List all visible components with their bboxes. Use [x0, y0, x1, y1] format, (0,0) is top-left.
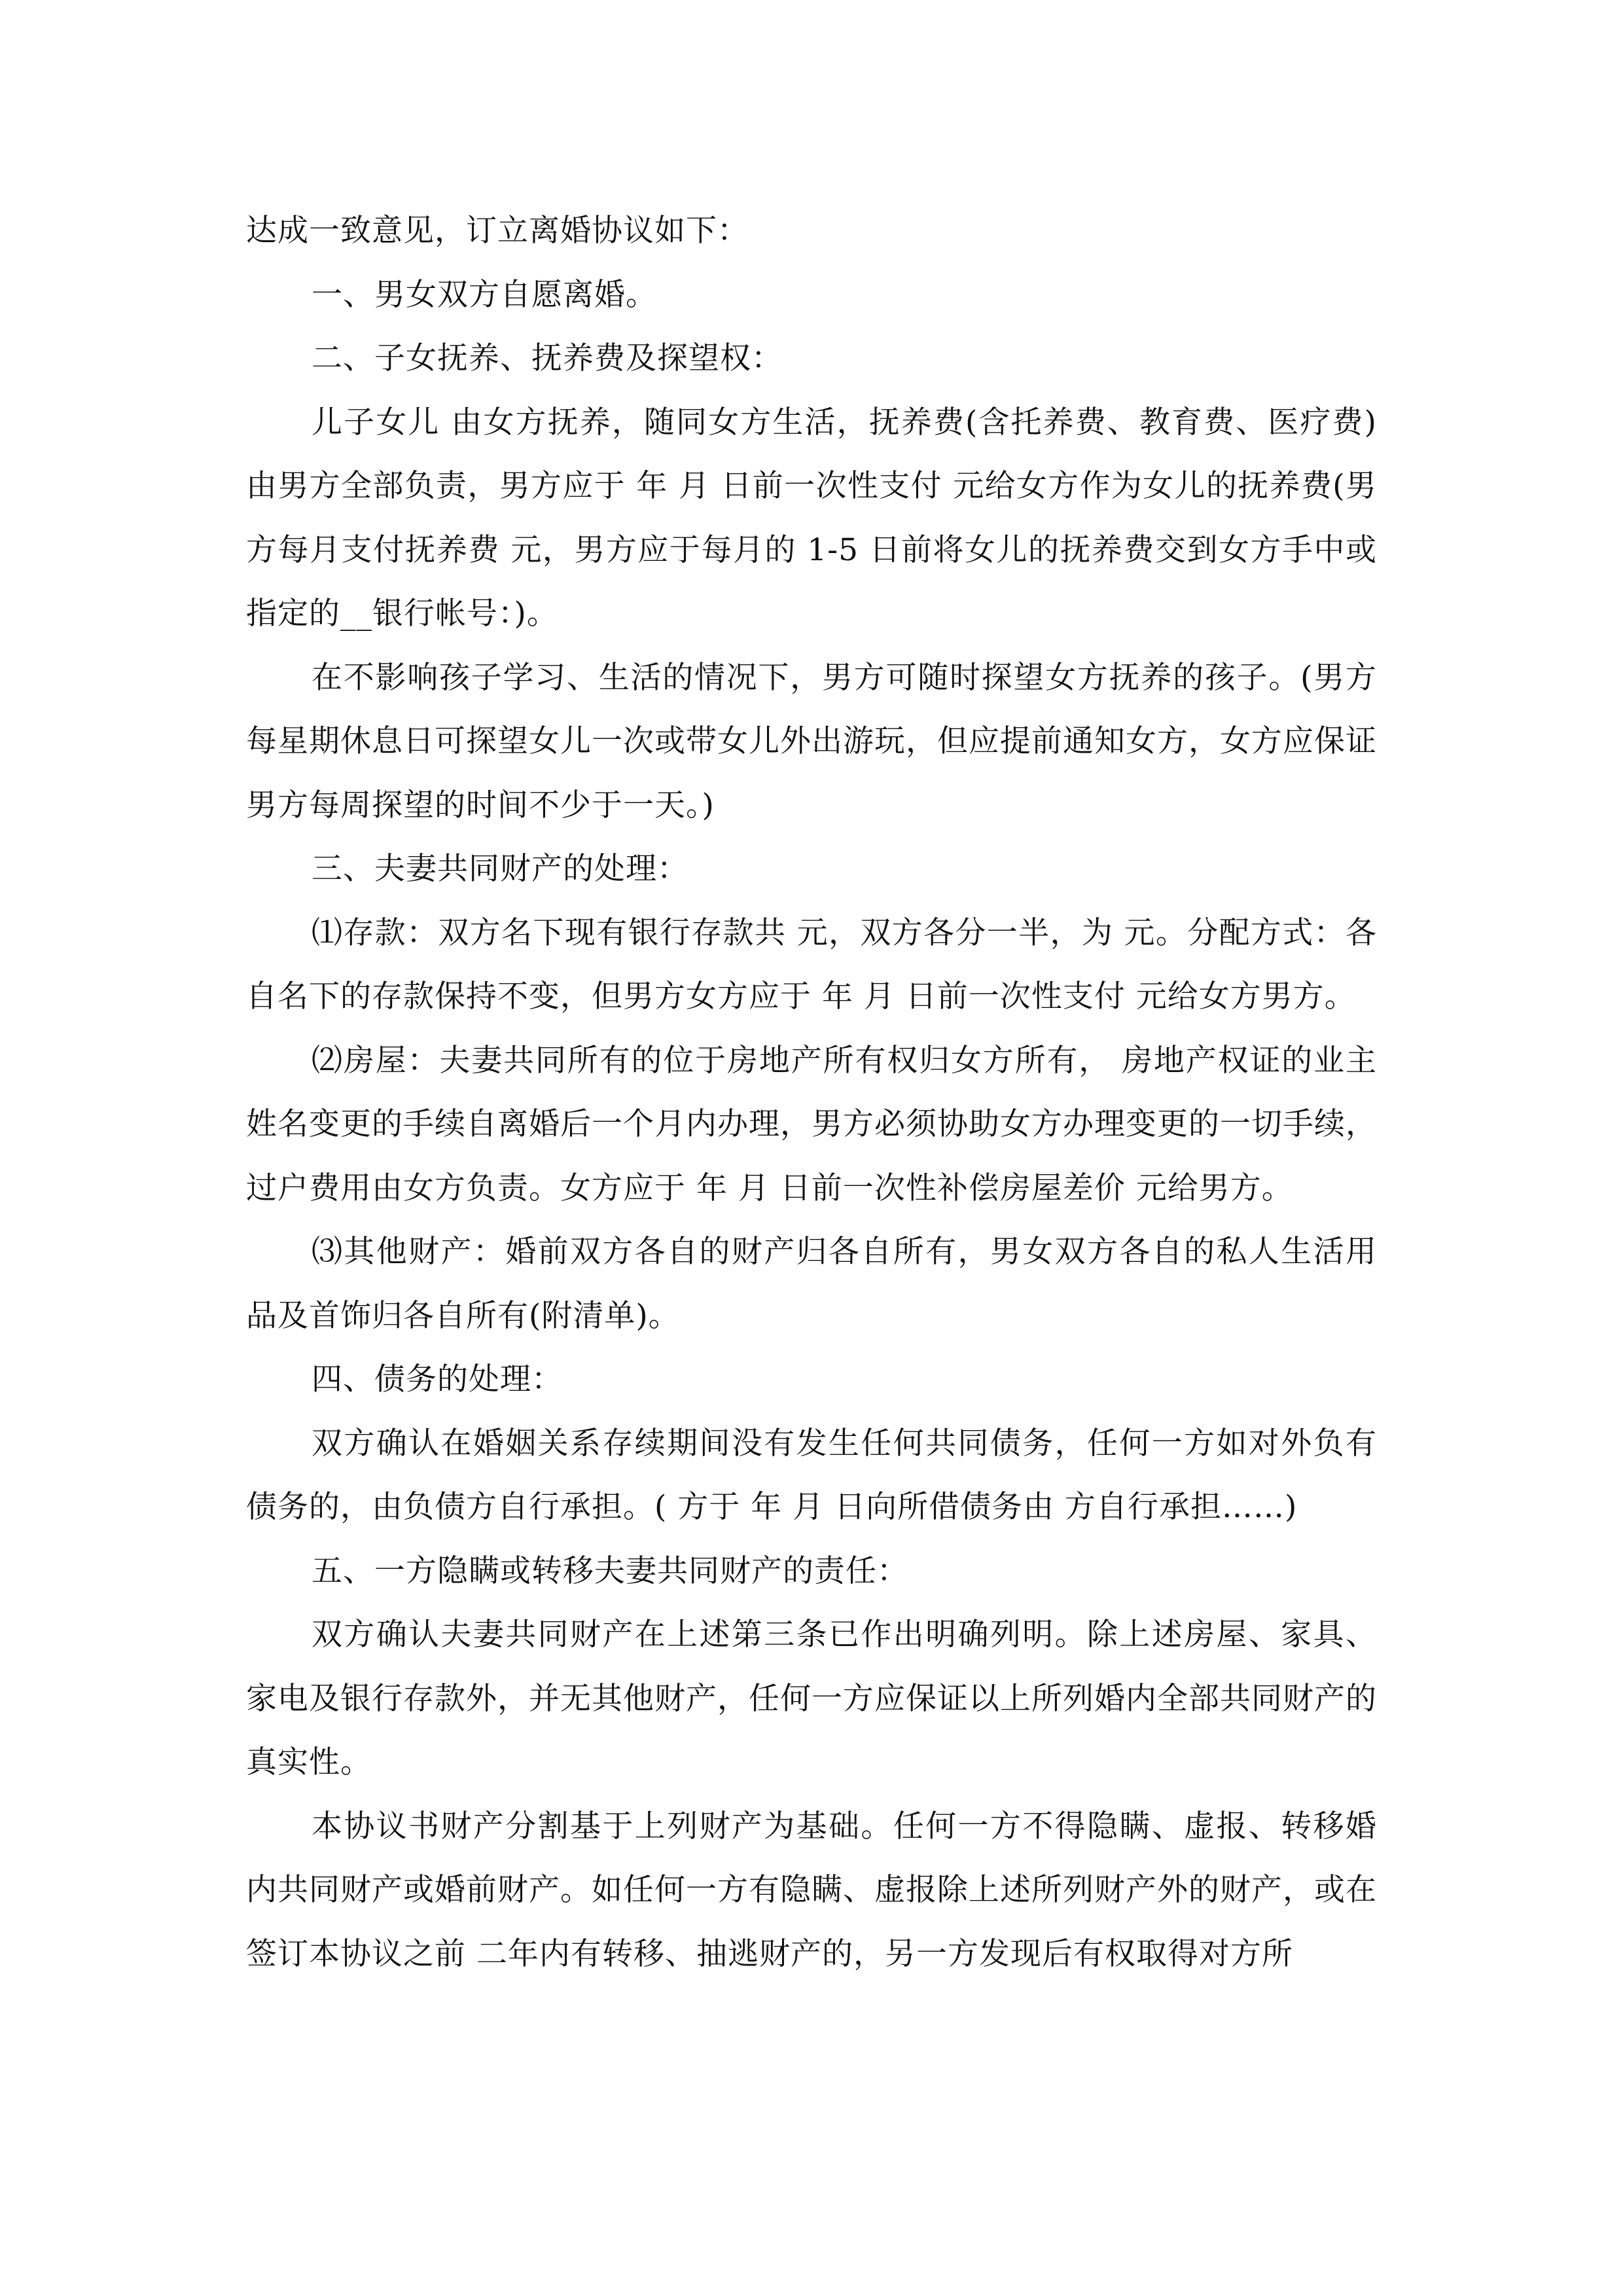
- property-confirmation-paragraph: 双方确认夫妻共同财产在上述第三条已作出明确列明。除上述房屋、家具、家电及银行存款外，并无其他财产，任何一方应保证以上所列婚内全部共同财产的真实性。: [246, 1617, 1377, 1780]
- agreement-body: [246, 199, 1377, 1986]
- house-paragraph: ⑵房屋：夫妻共同所有的位于房地产所有权归女方所有， 房地产权证的业主姓名变更的手续自离婚后一个月内办理，男方必须协助女方办理变更的一切手续，过户费用由女方负责。女方应于 年 月 日前一次性补偿房屋差价 元给男方。: [246, 1042, 1377, 1206]
- paragraph-intro: 达成一致意见，订立离婚协议如下：: [246, 213, 749, 249]
- other-property-paragraph: ⑶其他财产：婚前双方各自的财产归各自所有，男女双方各自的私人生活用品及首饰归各自所有(附清单)。: [246, 1234, 1377, 1334]
- deposits-paragraph: ⑴存款：双方名下现有银行存款共 元，双方各分一半，为 元。分配方式：各自名下的存款保持不变，但男方女方应于 年 月 日前一次性支付 元给女方男方。: [246, 914, 1377, 1014]
- debt-paragraph: 双方确认在婚姻关系存续期间没有发生任何共同债务，任何一方如对外负有债务的，由负债方自行承担。( 方于 年 月 日向所借债务由 方自行承担……): [246, 1425, 1377, 1525]
- clause-2-heading: 二、子女抚养、抚养费及探望权：: [312, 340, 783, 376]
- clause-5-heading: 五、一方隐瞒或转移夫妻共同财产的责任：: [312, 1552, 908, 1589]
- clause-4-heading: 四、债务的处理：: [312, 1361, 563, 1397]
- clause-1-heading: 一、男女双方自愿离婚。: [312, 276, 657, 313]
- visitation-paragraph: 在不影响孩子学习、生活的情况下，男方可随时探望女方抚养的孩子。(男方每星期休息日可探望女儿一次或带女儿外出游玩，但应提前通知女方，女方应保证男方每周探望的时间不少于一天。): [246, 659, 1377, 823]
- child-support-paragraph: 儿子女儿 由女方抚养，随同女方生活，抚养费(含托养费、教育费、医疗费)由男方全部负责，男方应于 年 月 日前一次性支付 元给女方作为女儿的抚养费(男方每月支付抚养费 元，男方应于每月的 1-5 日前将女儿的抚养费交到女方手中或指定的__银行帐号：)。: [246, 404, 1377, 632]
- clause-3-heading: 三、夫妻共同财产的处理：: [312, 851, 688, 887]
- concealment-paragraph: 本协议书财产分割基于上列财产为基础。任何一方不得隐瞒、虚报、转移婚内共同财产或婚前财产。如任何一方有隐瞒、虚报除上述所列财产外的财产，或在签订本协议之前 二年内有转移、抽逃财产的，另一方发现后有权取得对方所: [246, 1808, 1377, 1972]
